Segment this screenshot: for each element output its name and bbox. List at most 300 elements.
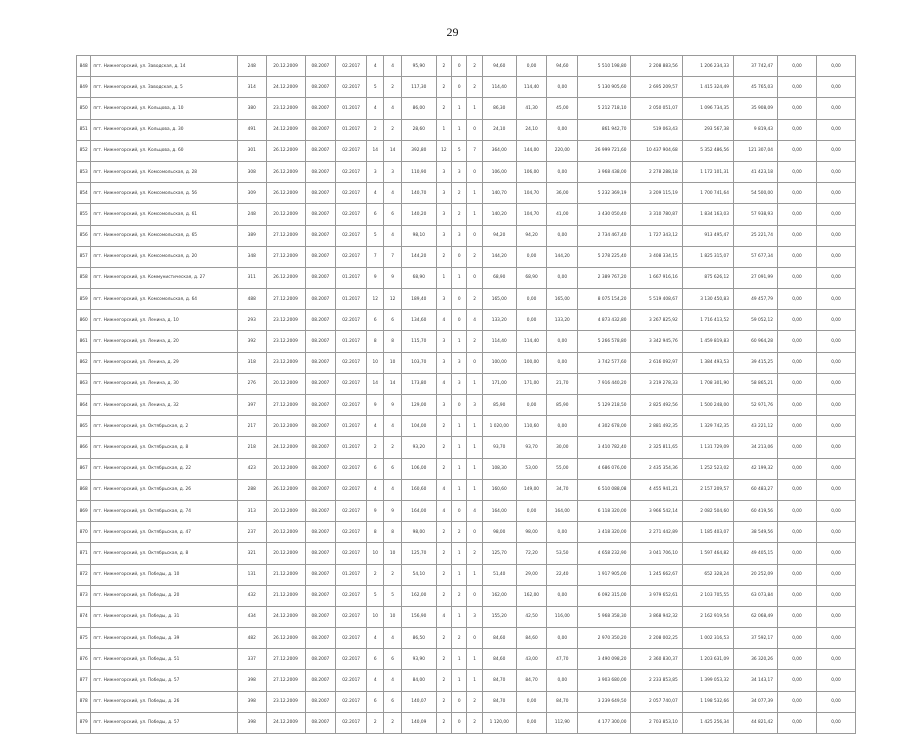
cert-date-cell: 20.12.2009 (266, 522, 305, 543)
cert-number-cell: 321 (237, 543, 266, 564)
apartments-total-cell: 4 (436, 606, 451, 627)
cert-date-cell: 27.12.2009 (266, 246, 305, 267)
apartments-private-cell: 0 (452, 56, 467, 77)
local-cost-cell: 60 419,56 (733, 500, 777, 521)
cert-number-cell: 348 (237, 246, 266, 267)
apartments-total-cell: 3 (436, 161, 451, 182)
residents-relocated-cell: 3 (384, 161, 401, 182)
table-row (77, 522, 856, 543)
apartments-private-cell: 1 (452, 437, 467, 458)
cert-date-cell: 20.12.2009 (266, 543, 305, 564)
row-number-cell: 851 (77, 119, 91, 140)
fund-cost-cell: 2 616 092,97 (631, 352, 682, 373)
extra-cost-1-cell: 0,00 (778, 246, 817, 267)
private-area-cell: 0,00 (516, 246, 547, 267)
address-cell: пгт. Нижнегорский, ул. Заводская, д. 5 (91, 77, 238, 98)
cert-number-cell: 131 (237, 564, 266, 585)
resettlement-area-cell: 162,00 (482, 585, 516, 606)
extra-cost-2-cell: 0,00 (816, 267, 855, 288)
extra-cost-1-cell: 0,00 (778, 373, 817, 394)
cert-number-cell: 423 (237, 458, 266, 479)
total-cost-cell: 8 075 154,20 (578, 289, 631, 310)
apartments-private-cell: 1 (452, 98, 467, 119)
plan-end-cell: 02.2017 (336, 225, 367, 246)
total-area-cell: 156,90 (401, 606, 436, 627)
extra-cost-1-cell: 0,00 (778, 98, 817, 119)
cert-date-cell: 23.12.2009 (266, 691, 305, 712)
cert-date-cell: 24.12.2009 (266, 119, 305, 140)
cert-number-cell: 318 (237, 352, 266, 373)
total-area-cell: 125,70 (401, 543, 436, 564)
extra-cost-1-cell: 0,00 (778, 543, 817, 564)
total-cost-cell: 861 942,70 (578, 119, 631, 140)
residents-total-cell: 4 (367, 56, 384, 77)
apartments-total-cell: 3 (436, 225, 451, 246)
cert-date-cell: 20.12.2009 (266, 204, 305, 225)
table-row (77, 395, 856, 416)
total-area-cell: 140,07 (401, 691, 436, 712)
total-area-cell: 68,90 (401, 267, 436, 288)
plan-start-cell: 08.2007 (305, 691, 336, 712)
cert-number-cell: 397 (237, 395, 266, 416)
row-number-cell: 860 (77, 310, 91, 331)
total-area-cell: 86,50 (401, 628, 436, 649)
plan-end-cell: 02.2017 (336, 628, 367, 649)
residents-relocated-cell: 4 (384, 670, 401, 691)
table-row (77, 670, 856, 691)
total-cost-cell: 3 239 649,50 (578, 691, 631, 712)
table-row (77, 352, 856, 373)
address-cell: пгт. Нижнегорский, ул. Комсомольская, д. 61 (91, 204, 238, 225)
cert-date-cell: 20.12.2009 (266, 416, 305, 437)
regional-cost-cell: 1 399 053,32 (682, 670, 733, 691)
apartments-municipal-cell: 2 (467, 712, 482, 733)
table-row (77, 500, 856, 521)
row-number-cell: 858 (77, 267, 91, 288)
apartments-total-cell: 2 (436, 246, 451, 267)
address-cell: пгт. Нижнегорский, ул. Ленина, д. 10 (91, 310, 238, 331)
apartments-private-cell: 5 (452, 140, 467, 161)
plan-end-cell: 02.2017 (336, 670, 367, 691)
local-cost-cell: 54 500,00 (733, 183, 777, 204)
apartments-total-cell: 2 (436, 712, 451, 733)
extra-cost-1-cell: 0,00 (778, 649, 817, 670)
extra-cost-1-cell: 0,00 (778, 564, 817, 585)
cert-date-cell: 26.12.2009 (266, 161, 305, 182)
extra-cost-2-cell: 0,00 (816, 416, 855, 437)
address-cell: пгт. Нижнегорский, ул. Октябрьская, д. 47 (91, 522, 238, 543)
municipal-area-cell: 41,00 (547, 204, 578, 225)
private-area-cell: 114,40 (516, 77, 547, 98)
plan-start-cell: 08.2007 (305, 204, 336, 225)
row-number-cell: 871 (77, 543, 91, 564)
total-area-cell: 93,20 (401, 437, 436, 458)
apartments-private-cell: 2 (452, 628, 467, 649)
apartments-municipal-cell: 2 (467, 246, 482, 267)
row-number-cell: 872 (77, 564, 91, 585)
apartments-municipal-cell: 4 (467, 310, 482, 331)
cert-number-cell: 218 (237, 437, 266, 458)
extra-cost-1-cell: 0,00 (778, 437, 817, 458)
plan-start-cell: 08.2007 (305, 267, 336, 288)
apartments-municipal-cell: 1 (467, 373, 482, 394)
apartments-total-cell: 2 (436, 649, 451, 670)
total-cost-cell: 2 970 350,20 (578, 628, 631, 649)
resettlement-area-cell: 84,60 (482, 649, 516, 670)
regional-cost-cell: 1 206 234,33 (682, 56, 733, 77)
residents-relocated-cell: 4 (384, 183, 401, 204)
extra-cost-2-cell: 0,00 (816, 585, 855, 606)
private-area-cell: 29,00 (516, 564, 547, 585)
fund-cost-cell: 3 267 825,92 (631, 310, 682, 331)
local-cost-cell: 36 320,26 (733, 649, 777, 670)
extra-cost-2-cell: 0,00 (816, 246, 855, 267)
table-row (77, 416, 856, 437)
total-area-cell: 164,00 (401, 500, 436, 521)
municipal-area-cell: 164,00 (547, 500, 578, 521)
plan-start-cell: 08.2007 (305, 373, 336, 394)
extra-cost-1-cell: 0,00 (778, 691, 817, 712)
cert-date-cell: 21.12.2009 (266, 564, 305, 585)
private-area-cell: 0,00 (516, 691, 547, 712)
municipal-area-cell: 36,00 (547, 183, 578, 204)
cert-date-cell: 23.12.2009 (266, 98, 305, 119)
address-cell: пгт. Нижнегорский, ул. Комсомольская, д. 65 (91, 225, 238, 246)
cert-number-cell: 309 (237, 183, 266, 204)
private-area-cell: 84,70 (516, 670, 547, 691)
residents-total-cell: 9 (367, 395, 384, 416)
total-cost-cell: 6 510 088,08 (578, 479, 631, 500)
municipal-area-cell: 0,00 (547, 225, 578, 246)
residents-total-cell: 14 (367, 140, 384, 161)
row-number-cell: 850 (77, 98, 91, 119)
cert-number-cell: 389 (237, 225, 266, 246)
table-row (77, 649, 856, 670)
total-cost-cell: 5 968 358,30 (578, 606, 631, 627)
fund-cost-cell: 5 519 408,67 (631, 289, 682, 310)
apartments-private-cell: 2 (452, 585, 467, 606)
local-cost-cell: 34 213,06 (733, 437, 777, 458)
total-cost-cell: 6 118 320,00 (578, 500, 631, 521)
plan-start-cell: 08.2007 (305, 289, 336, 310)
regional-cost-cell: 1 002 316,53 (682, 628, 733, 649)
apartments-private-cell: 1 (452, 564, 467, 585)
fund-cost-cell: 519 063,43 (631, 119, 682, 140)
apartments-total-cell: 2 (436, 98, 451, 119)
private-area-cell: 41,30 (516, 98, 547, 119)
address-cell: пгт. Нижнегорский, ул. Победы, д. 51 (91, 649, 238, 670)
resettlement-area-cell: 84,60 (482, 628, 516, 649)
total-cost-cell: 2 734 467,40 (578, 225, 631, 246)
fund-cost-cell: 3 219 278,33 (631, 373, 682, 394)
total-area-cell: 160,60 (401, 479, 436, 500)
total-area-cell: 93,90 (401, 649, 436, 670)
apartments-municipal-cell: 1 (467, 437, 482, 458)
row-number-cell: 862 (77, 352, 91, 373)
private-area-cell: 0,00 (516, 310, 547, 331)
apartments-private-cell: 1 (452, 543, 467, 564)
extra-cost-2-cell: 0,00 (816, 373, 855, 394)
residents-total-cell: 6 (367, 691, 384, 712)
private-area-cell: 100,00 (516, 352, 547, 373)
plan-start-cell: 08.2007 (305, 500, 336, 521)
extra-cost-2-cell: 0,00 (816, 670, 855, 691)
table-row (77, 204, 856, 225)
fund-cost-cell: 2 325 811,65 (631, 437, 682, 458)
cert-date-cell: 23.12.2009 (266, 310, 305, 331)
extra-cost-2-cell: 0,00 (816, 140, 855, 161)
regional-cost-cell: 1 834 163,03 (682, 204, 733, 225)
address-cell: пгт. Нижнегорский, ул. Комсомольская, д. 28 (91, 161, 238, 182)
private-area-cell: 72,20 (516, 543, 547, 564)
extra-cost-1-cell: 0,00 (778, 289, 817, 310)
total-area-cell: 115,70 (401, 331, 436, 352)
cert-date-cell: 20.12.2009 (266, 373, 305, 394)
municipal-area-cell: 0,00 (547, 628, 578, 649)
local-cost-cell: 25 221,74 (733, 225, 777, 246)
apartments-total-cell: 3 (436, 395, 451, 416)
extra-cost-1-cell: 0,00 (778, 183, 817, 204)
plan-end-cell: 02.2017 (336, 310, 367, 331)
apartments-municipal-cell: 7 (467, 140, 482, 161)
address-cell: пгт. Нижнегорский, ул. Коммунистическая, д. 27 (91, 267, 238, 288)
plan-end-cell: 02.2017 (336, 373, 367, 394)
total-cost-cell: 5 278 225,40 (578, 246, 631, 267)
fund-cost-cell: 1 727 343,12 (631, 225, 682, 246)
private-area-cell: 94,20 (516, 225, 547, 246)
plan-end-cell: 02.2017 (336, 204, 367, 225)
residents-total-cell: 5 (367, 585, 384, 606)
plan-end-cell: 01.2017 (336, 331, 367, 352)
private-area-cell: 0,00 (516, 712, 547, 733)
extra-cost-2-cell: 0,00 (816, 395, 855, 416)
apartments-municipal-cell: 2 (467, 289, 482, 310)
cert-date-cell: 20.12.2009 (266, 500, 305, 521)
residents-relocated-cell: 6 (384, 649, 401, 670)
apartments-total-cell: 4 (436, 373, 451, 394)
table-row (77, 458, 856, 479)
apartments-municipal-cell: 1 (467, 564, 482, 585)
local-cost-cell: 59 052,12 (733, 310, 777, 331)
residents-total-cell: 5 (367, 225, 384, 246)
fund-cost-cell: 2 208 883,56 (631, 56, 682, 77)
private-area-cell: 93,70 (516, 437, 547, 458)
row-number-cell: 852 (77, 140, 91, 161)
address-cell: пгт. Нижнегорский, ул. Победы, д. 31 (91, 606, 238, 627)
plan-end-cell: 02.2017 (336, 246, 367, 267)
fund-cost-cell: 2 881 492,35 (631, 416, 682, 437)
apartments-municipal-cell: 1 (467, 649, 482, 670)
table-row (77, 628, 856, 649)
private-area-cell: 149,00 (516, 479, 547, 500)
regional-cost-cell: 1 172 101,31 (682, 161, 733, 182)
total-area-cell: 140,70 (401, 183, 436, 204)
address-cell: пгт. Нижнегорский, ул. Октябрьская, д. 26 (91, 479, 238, 500)
plan-start-cell: 08.2007 (305, 649, 336, 670)
row-number-cell: 848 (77, 56, 91, 77)
fund-cost-cell: 2 278 288,18 (631, 161, 682, 182)
cert-number-cell: 311 (237, 267, 266, 288)
private-area-cell: 0,00 (516, 395, 547, 416)
table-row (77, 225, 856, 246)
plan-end-cell: 02.2017 (336, 712, 367, 733)
table-row (77, 606, 856, 627)
private-area-cell: 68,90 (516, 267, 547, 288)
resettlement-area-cell: 164,00 (482, 500, 516, 521)
extra-cost-2-cell: 0,00 (816, 522, 855, 543)
fund-cost-cell: 3 209 115,19 (631, 183, 682, 204)
cert-date-cell: 26.12.2009 (266, 140, 305, 161)
apartments-total-cell: 12 (436, 140, 451, 161)
residents-total-cell: 6 (367, 458, 384, 479)
residents-relocated-cell: 5 (384, 585, 401, 606)
fund-cost-cell: 2 435 354,36 (631, 458, 682, 479)
local-cost-cell: 58 865,21 (733, 373, 777, 394)
row-number-cell: 855 (77, 204, 91, 225)
residents-total-cell: 4 (367, 628, 384, 649)
table-row (77, 585, 856, 606)
residents-total-cell: 4 (367, 479, 384, 500)
municipal-area-cell: 21,70 (547, 373, 578, 394)
residents-relocated-cell: 4 (384, 479, 401, 500)
extra-cost-1-cell: 0,00 (778, 140, 817, 161)
resettlement-area-cell: 108,30 (482, 458, 516, 479)
regional-cost-cell: 1 597 464,82 (682, 543, 733, 564)
regional-cost-cell: 1 203 631,09 (682, 649, 733, 670)
residents-relocated-cell: 4 (384, 416, 401, 437)
plan-end-cell: 02.2017 (336, 649, 367, 670)
apartments-private-cell: 3 (452, 161, 467, 182)
plan-end-cell: 01.2017 (336, 98, 367, 119)
residents-relocated-cell: 4 (384, 56, 401, 77)
apartments-total-cell: 3 (436, 204, 451, 225)
cert-number-cell: 301 (237, 140, 266, 161)
residents-total-cell: 14 (367, 373, 384, 394)
municipal-area-cell: 144,20 (547, 246, 578, 267)
fund-cost-cell: 2 703 853,10 (631, 712, 682, 733)
private-area-cell: 104,70 (516, 183, 547, 204)
apartments-private-cell: 0 (452, 712, 467, 733)
total-cost-cell: 5 510 198,80 (578, 56, 631, 77)
residents-relocated-cell: 2 (384, 437, 401, 458)
total-cost-cell: 4 302 678,00 (578, 416, 631, 437)
apartments-municipal-cell: 0 (467, 225, 482, 246)
extra-cost-1-cell: 0,00 (778, 395, 817, 416)
cert-date-cell: 27.12.2009 (266, 225, 305, 246)
municipal-area-cell: 0,00 (547, 416, 578, 437)
apartments-private-cell: 1 (452, 267, 467, 288)
fund-cost-cell: 3 979 652,61 (631, 585, 682, 606)
address-cell: пгт. Нижнегорский, ул. Комсомольская, д. 64 (91, 289, 238, 310)
apartments-private-cell: 3 (452, 352, 467, 373)
municipal-area-cell: 0,00 (547, 352, 578, 373)
cert-number-cell: 276 (237, 373, 266, 394)
resettlement-area-cell: 93,70 (482, 437, 516, 458)
fund-cost-cell: 3 041 706,10 (631, 543, 682, 564)
municipal-area-cell: 165,00 (547, 289, 578, 310)
municipal-area-cell: 0,00 (547, 161, 578, 182)
row-number-cell: 867 (77, 458, 91, 479)
fund-cost-cell: 10 437 904,68 (631, 140, 682, 161)
plan-end-cell: 02.2017 (336, 56, 367, 77)
apartments-total-cell: 2 (436, 585, 451, 606)
register-table-body (77, 56, 856, 734)
resettlement-area-cell: 85,90 (482, 395, 516, 416)
total-cost-cell: 3 410 782,40 (578, 437, 631, 458)
extra-cost-1-cell: 0,00 (778, 458, 817, 479)
residents-total-cell: 6 (367, 310, 384, 331)
cert-date-cell: 26.12.2009 (266, 628, 305, 649)
apartments-municipal-cell: 3 (467, 395, 482, 416)
apartments-total-cell: 1 (436, 119, 451, 140)
plan-start-cell: 08.2007 (305, 246, 336, 267)
local-cost-cell: 44 821,42 (733, 712, 777, 733)
table-row (77, 712, 856, 733)
cert-date-cell: 21.12.2009 (266, 585, 305, 606)
private-area-cell: 43,00 (516, 649, 547, 670)
residents-total-cell: 10 (367, 352, 384, 373)
municipal-area-cell: 94,60 (547, 56, 578, 77)
total-area-cell: 162,00 (401, 585, 436, 606)
address-cell: пгт. Нижнегорский, ул. Ленина, д. 29 (91, 352, 238, 373)
apartments-total-cell: 4 (436, 479, 451, 500)
apartments-municipal-cell: 1 (467, 670, 482, 691)
apartments-private-cell: 0 (452, 395, 467, 416)
total-area-cell: 103,70 (401, 352, 436, 373)
plan-start-cell: 08.2007 (305, 437, 336, 458)
extra-cost-1-cell: 0,00 (778, 119, 817, 140)
resettlement-area-cell: 84,70 (482, 691, 516, 712)
resettlement-area-cell: 160,60 (482, 479, 516, 500)
total-cost-cell: 5 129 218,50 (578, 395, 631, 416)
residents-total-cell: 4 (367, 670, 384, 691)
residents-relocated-cell: 6 (384, 204, 401, 225)
total-area-cell: 98,10 (401, 225, 436, 246)
row-number-cell: 866 (77, 437, 91, 458)
apartments-municipal-cell: 2 (467, 77, 482, 98)
address-cell: пгт. Нижнегорский, ул. Октябрьская, д. 8 (91, 543, 238, 564)
private-area-cell: 104,70 (516, 204, 547, 225)
extra-cost-2-cell: 0,00 (816, 183, 855, 204)
private-area-cell: 162,00 (516, 585, 547, 606)
row-number-cell: 873 (77, 585, 91, 606)
cert-number-cell: 217 (237, 416, 266, 437)
plan-start-cell: 08.2007 (305, 522, 336, 543)
regional-cost-cell: 1 425 256,34 (682, 712, 733, 733)
row-number-cell: 877 (77, 670, 91, 691)
table-row (77, 246, 856, 267)
total-cost-cell: 7 916 440,20 (578, 373, 631, 394)
plan-start-cell: 08.2007 (305, 416, 336, 437)
fund-cost-cell: 1 245 662,67 (631, 564, 682, 585)
apartments-municipal-cell: 0 (467, 628, 482, 649)
private-area-cell: 98,00 (516, 522, 547, 543)
regional-cost-cell: 2 162 919,54 (682, 606, 733, 627)
municipal-area-cell: 30,00 (547, 437, 578, 458)
plan-end-cell: 02.2017 (336, 691, 367, 712)
apartments-private-cell: 1 (452, 606, 467, 627)
local-cost-cell: 37 592,17 (733, 628, 777, 649)
resettlement-area-cell: 68,90 (482, 267, 516, 288)
total-cost-cell: 5 212 718,10 (578, 98, 631, 119)
resettlement-area-cell: 24,10 (482, 119, 516, 140)
apartments-private-cell: 2 (452, 204, 467, 225)
apartments-total-cell: 3 (436, 352, 451, 373)
cert-number-cell: 398 (237, 670, 266, 691)
apartments-total-cell: 2 (436, 56, 451, 77)
extra-cost-2-cell: 0,00 (816, 161, 855, 182)
residents-total-cell: 10 (367, 606, 384, 627)
